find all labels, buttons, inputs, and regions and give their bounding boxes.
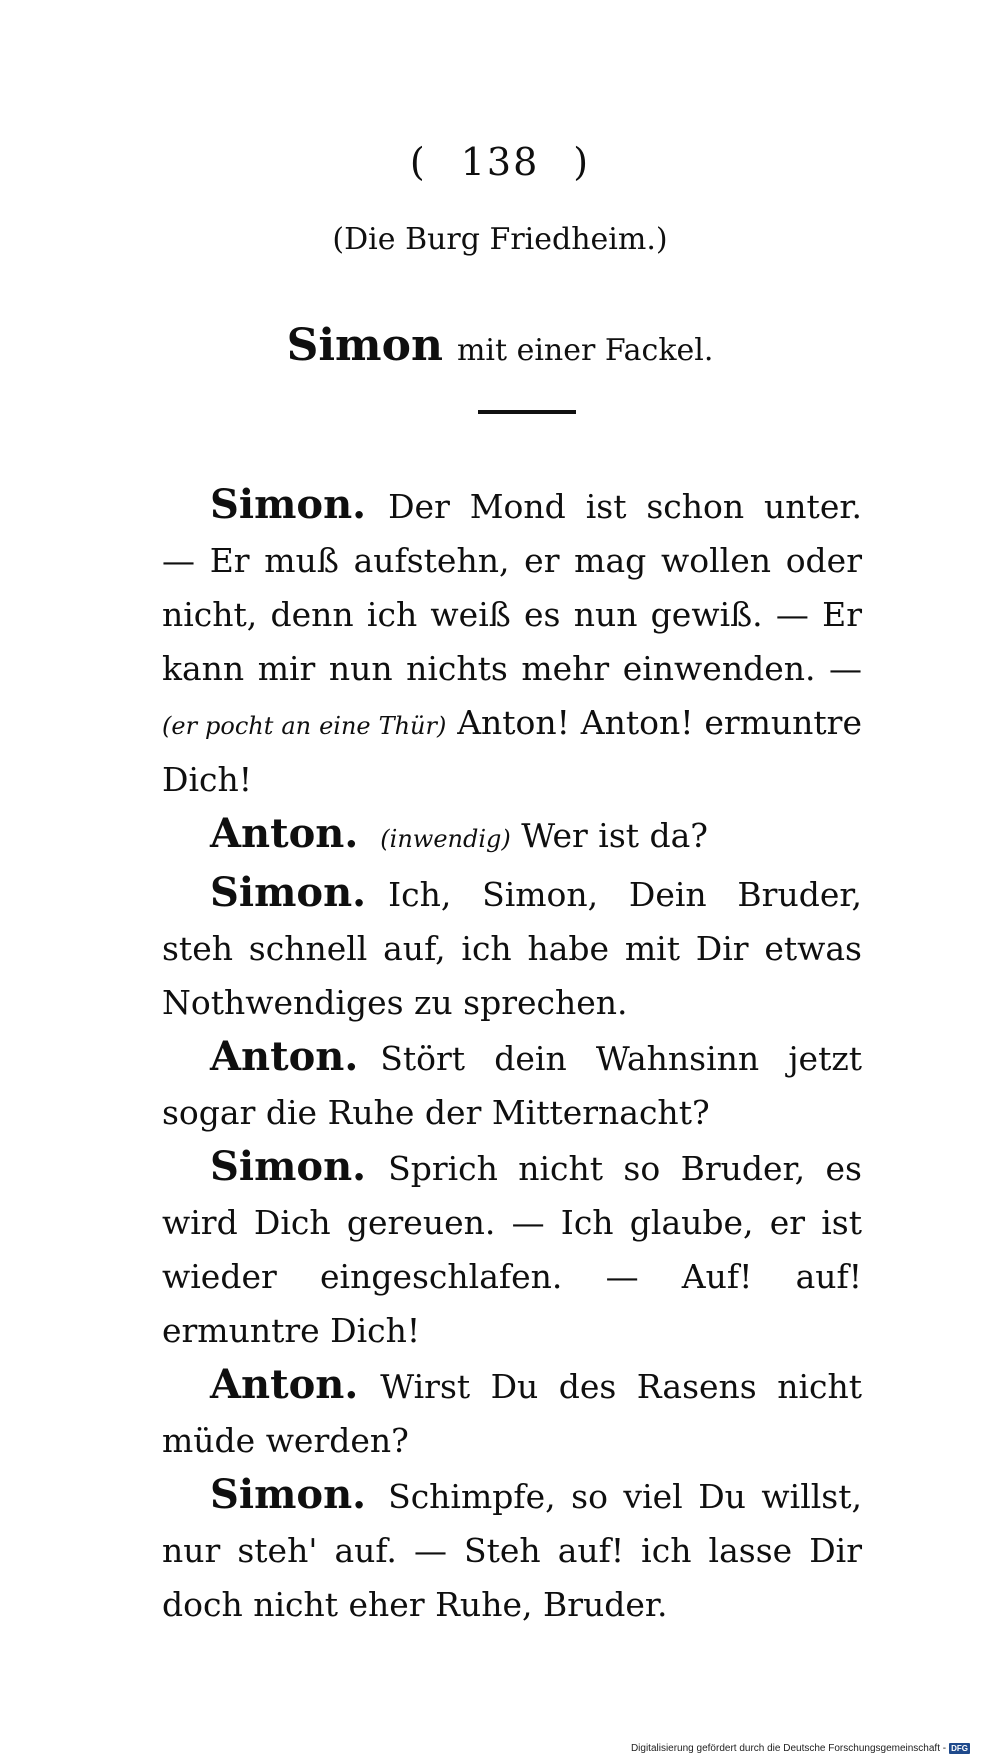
speech-paragraph [162, 478, 862, 807]
speech-text: Stört dein Wahnsinn jetzt sogar die Ruhe der Mitternacht? [162, 1039, 862, 1132]
speaker-name: Simon. [210, 1471, 367, 1518]
speech-paragraph [162, 866, 862, 1030]
speech-text: Ich, Simon, Dein Bruder, steh schnell auf, ich habe mit Dir etwas Nothwendiges zu sprechen. [162, 875, 862, 1022]
page-number-close-paren: ) [573, 140, 591, 184]
speech-paragraph [162, 1140, 862, 1358]
speech-text: Der Mond ist schon unter. — Er muß aufstehn, er mag wollen oder nicht, denn ich weiß es nun gewiß. — Er kann mir nun nichts mehr einwenden. — [162, 487, 862, 688]
speaker-name: Simon. [210, 869, 367, 916]
stage-setting [0, 320, 1000, 371]
dfg-logo: DFG [951, 1744, 968, 1753]
speaker-name: Simon. [210, 1143, 367, 1190]
speech-text: Anton! Anton! ermuntre Dich! [162, 703, 862, 799]
speech-text: Schimpfe, so viel Du willst, nur steh' auf. — Steh auf! ich lasse Dir doch nicht eher Ruhe, Bruder. [162, 1477, 862, 1624]
stage-direction: (inwendig) [380, 825, 511, 853]
page-number [0, 140, 1000, 184]
stage-setting-rest: mit einer Fackel. [456, 333, 714, 368]
speaker-name: Anton. [210, 1033, 359, 1080]
speaker-name: Anton. [210, 810, 359, 857]
page-number-value: 138 [460, 140, 540, 184]
speech-text: Sprich nicht so Bruder, es wird Dich gereuen. — Ich glaube, er ist wieder eingeschlafen. — Auf! auf! ermuntre Dich! [162, 1149, 862, 1350]
speaker-name: Simon. [210, 481, 367, 528]
stage-setting-character: Simon [286, 320, 443, 371]
speech-paragraph [162, 1358, 862, 1468]
speech-paragraph [162, 1030, 862, 1140]
speaker-name: Anton. [210, 1361, 359, 1408]
digitization-credit-text: Digitalisierung gefördert durch die Deutsche Forschungsgemeinschaft - [630, 1743, 947, 1754]
section-divider [478, 410, 576, 414]
speech-paragraph [162, 1468, 862, 1632]
speech-text: Wer ist da? [510, 816, 708, 855]
speech-text: Wirst Du des Rasens nicht müde werden? [162, 1367, 862, 1460]
stage-direction: (er pocht an eine Thür) [162, 712, 447, 740]
page-number-open-paren: ( [409, 140, 427, 184]
speech-paragraph [162, 807, 862, 866]
digitization-credit [631, 1743, 970, 1754]
scene-heading: (Die Burg Friedheim.) [332, 222, 668, 257]
dialogue-body [162, 478, 862, 1632]
